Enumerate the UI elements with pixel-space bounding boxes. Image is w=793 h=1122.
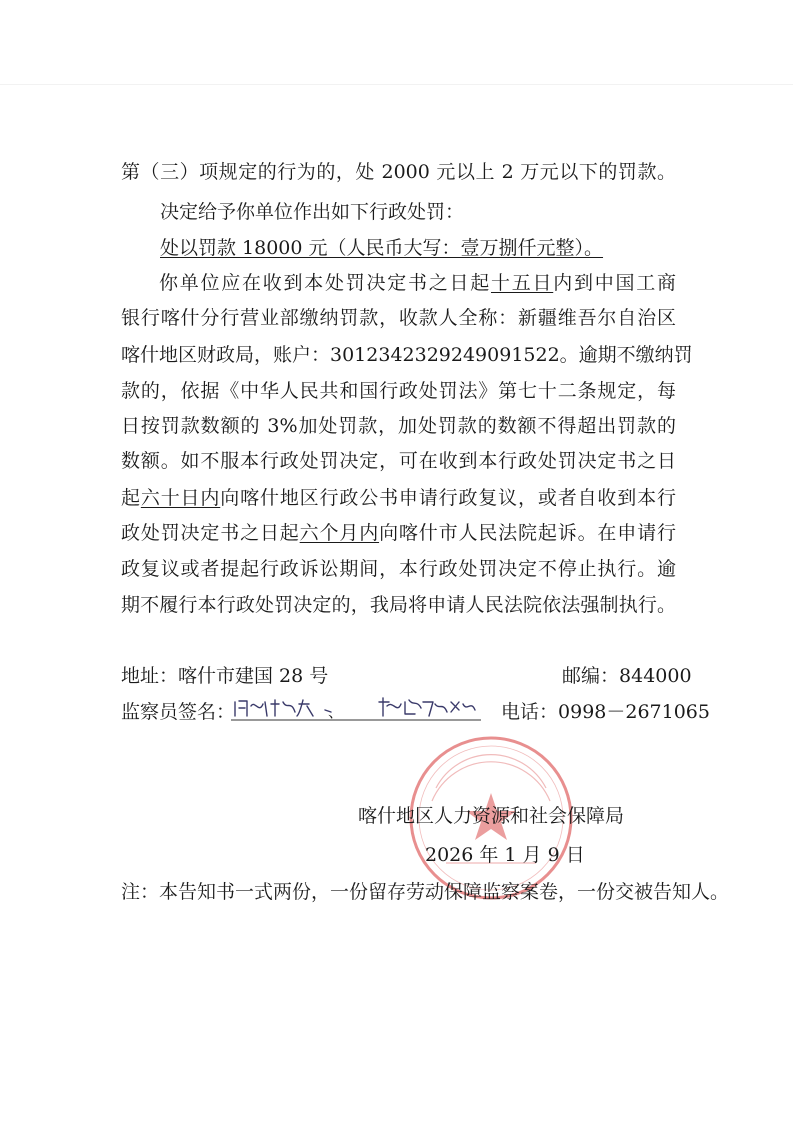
appeal-text-d: 向喀什市人民法院起诉。在申请行: [379, 522, 676, 544]
phone-label: 电话：: [501, 701, 559, 723]
deadline-15-days: 十五日: [490, 272, 554, 294]
payment-line-1: [121, 271, 676, 295]
phone: [501, 700, 710, 724]
issue-date: 2026 年 1 月 9 日: [425, 844, 585, 866]
appeal-text-b: 向喀什地区行政公书申请行政复议，或者自收到本行: [220, 487, 676, 509]
paragraph-1-line: 第（三）项规定的行为的，处 2000 元以上 2 万元以下的罚款。: [121, 161, 676, 183]
issuing-authority: 喀什地区人力资源和社会保障局: [358, 805, 625, 827]
payment-line-3: 喀什地区财政局，账户：3012342329249091522。逾期不缴纳罚: [121, 344, 693, 366]
appeal-text-c: 政处罚决定书之日起: [121, 522, 300, 544]
phone-value: 0998－2671065: [558, 701, 710, 723]
payment-line-2: 银行喀什分行营业部缴纳罚款，收款人全称：新疆维吾尔自治区: [121, 307, 676, 329]
appeal-line-9: 政复议或者提起行政诉讼期间，本行政处罚决定不停止执行。逾: [121, 558, 676, 580]
address-label: 地址：: [121, 665, 179, 687]
address-value: 喀什市建国 28 号: [178, 665, 329, 687]
inspector-label: 监察员签名：: [121, 701, 236, 723]
scan-edge-line: [0, 84, 793, 85]
payment-line-6: 数额。如不服本行政处罚决定，可在收到本行政处罚决定书之日: [121, 450, 676, 472]
appeal-line-7: [121, 486, 676, 510]
handwritten-signature-icon: [229, 696, 485, 722]
payment-line-5: 日按罚款数额的 3%加处罚款，加处罚款的数额不得超出罚款的: [121, 415, 676, 437]
payment-line-4: 款的，依据《中华人民共和国行政处罚法》第七十二条规定，每: [121, 380, 676, 402]
decision-intro: 决定给予你单位作出如下行政处罚：: [160, 201, 465, 223]
signature-separator: 、: [328, 703, 344, 721]
penalty-amount: 处以罚款 18000 元（人民币大写：壹万捌仟元整）。: [160, 237, 604, 259]
appeal-line-10: 期不履行本行政处罚决定的，我局将申请人民法院依法强制执行。: [121, 594, 676, 616]
postcode-label: 邮编：: [562, 665, 620, 687]
payment-text-a: 你单位应在收到本处罚决定书之日起: [159, 272, 491, 294]
address: [121, 664, 328, 688]
deadline-6-months: 六个月内: [299, 522, 380, 544]
inspector-signatures: [229, 696, 485, 722]
appeal-text-a: 起: [121, 487, 141, 509]
appeal-line-8: [121, 521, 676, 545]
deadline-60-days: 六十日内: [140, 487, 221, 509]
postcode: [562, 664, 692, 688]
postcode-value: 844000: [619, 665, 692, 687]
footnote: 注：本告知书一式两份，一份留存劳动保障监察案卷，一份交被告知人。: [121, 881, 730, 903]
payment-text-b: 内到中国工商: [553, 272, 676, 294]
